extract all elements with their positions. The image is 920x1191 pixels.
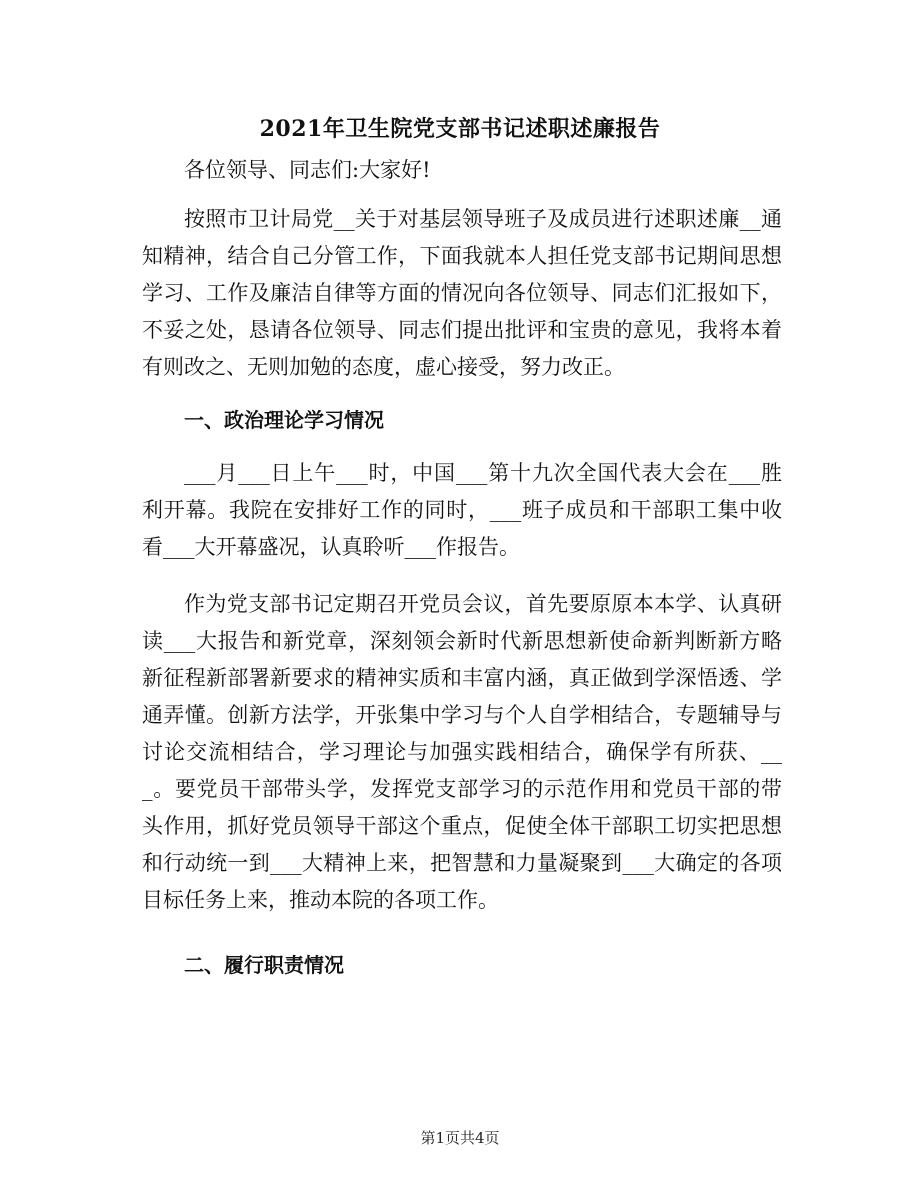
intro-paragraph: 按照市卫计局党__关于对基层领导班子及成员进行述职述廉__通知精神，结合自己分管工作，下面我就本人担任党支部书记期间思想学习、工作及廉洁自律等方面的情况向各位领导、同志们汇报如下，不妥之处，恳请各位领导、同志们提出批评和宝贵的意见，我将本着有则改之、无则加勉的态度，虚心接受，努力改正。 <box>142 207 782 379</box>
section-paragraph: 作为党支部书记定期召开党员会议，首先要原原本本学、认真研读___大报告和新党章，深刻领会新时代新思想新使命新判断新方略新征程新部署新要求的精神实质和丰富内涵，真正做到学深悟透、学通弄懂。创新方法学，开张集中学习与个人自学相结合，专题辅导与讨论交流相结合，学习理论与加强实践相结合，确保学有所获、___。要党员干部带头学，发挥党支部学习的示范作用和党员干部的带头作用，抓好党员领导干部这个重点，促使全体干部职工切实把思想和行动统一到___大精神上来，把智慧和力量凝聚到___大确定的各项目标任务上来，推动本院的各项工作。 <box>142 592 782 912</box>
greeting-paragraph: 各位领导、同志们:大家好! <box>184 158 431 182</box>
section-heading-duty-performance: 二、履行职责情况 <box>184 953 344 977</box>
section-heading-political-study: 一、政治理论学习情况 <box>184 408 384 432</box>
page-number-footer: 第1页共4页 <box>420 1129 500 1147</box>
document-body <box>142 152 782 1000</box>
section-paragraph: ___月___日上午___时，中国___第十九次全国代表大会在___胜利开幕。我院在安排好工作的同时，___班子成员和干部职工集中收看___大开幕盛况，认真聆听___作报告。 <box>142 461 782 559</box>
document-title: 2021年卫生院党支部书记述职述廉报告 <box>259 116 661 142</box>
